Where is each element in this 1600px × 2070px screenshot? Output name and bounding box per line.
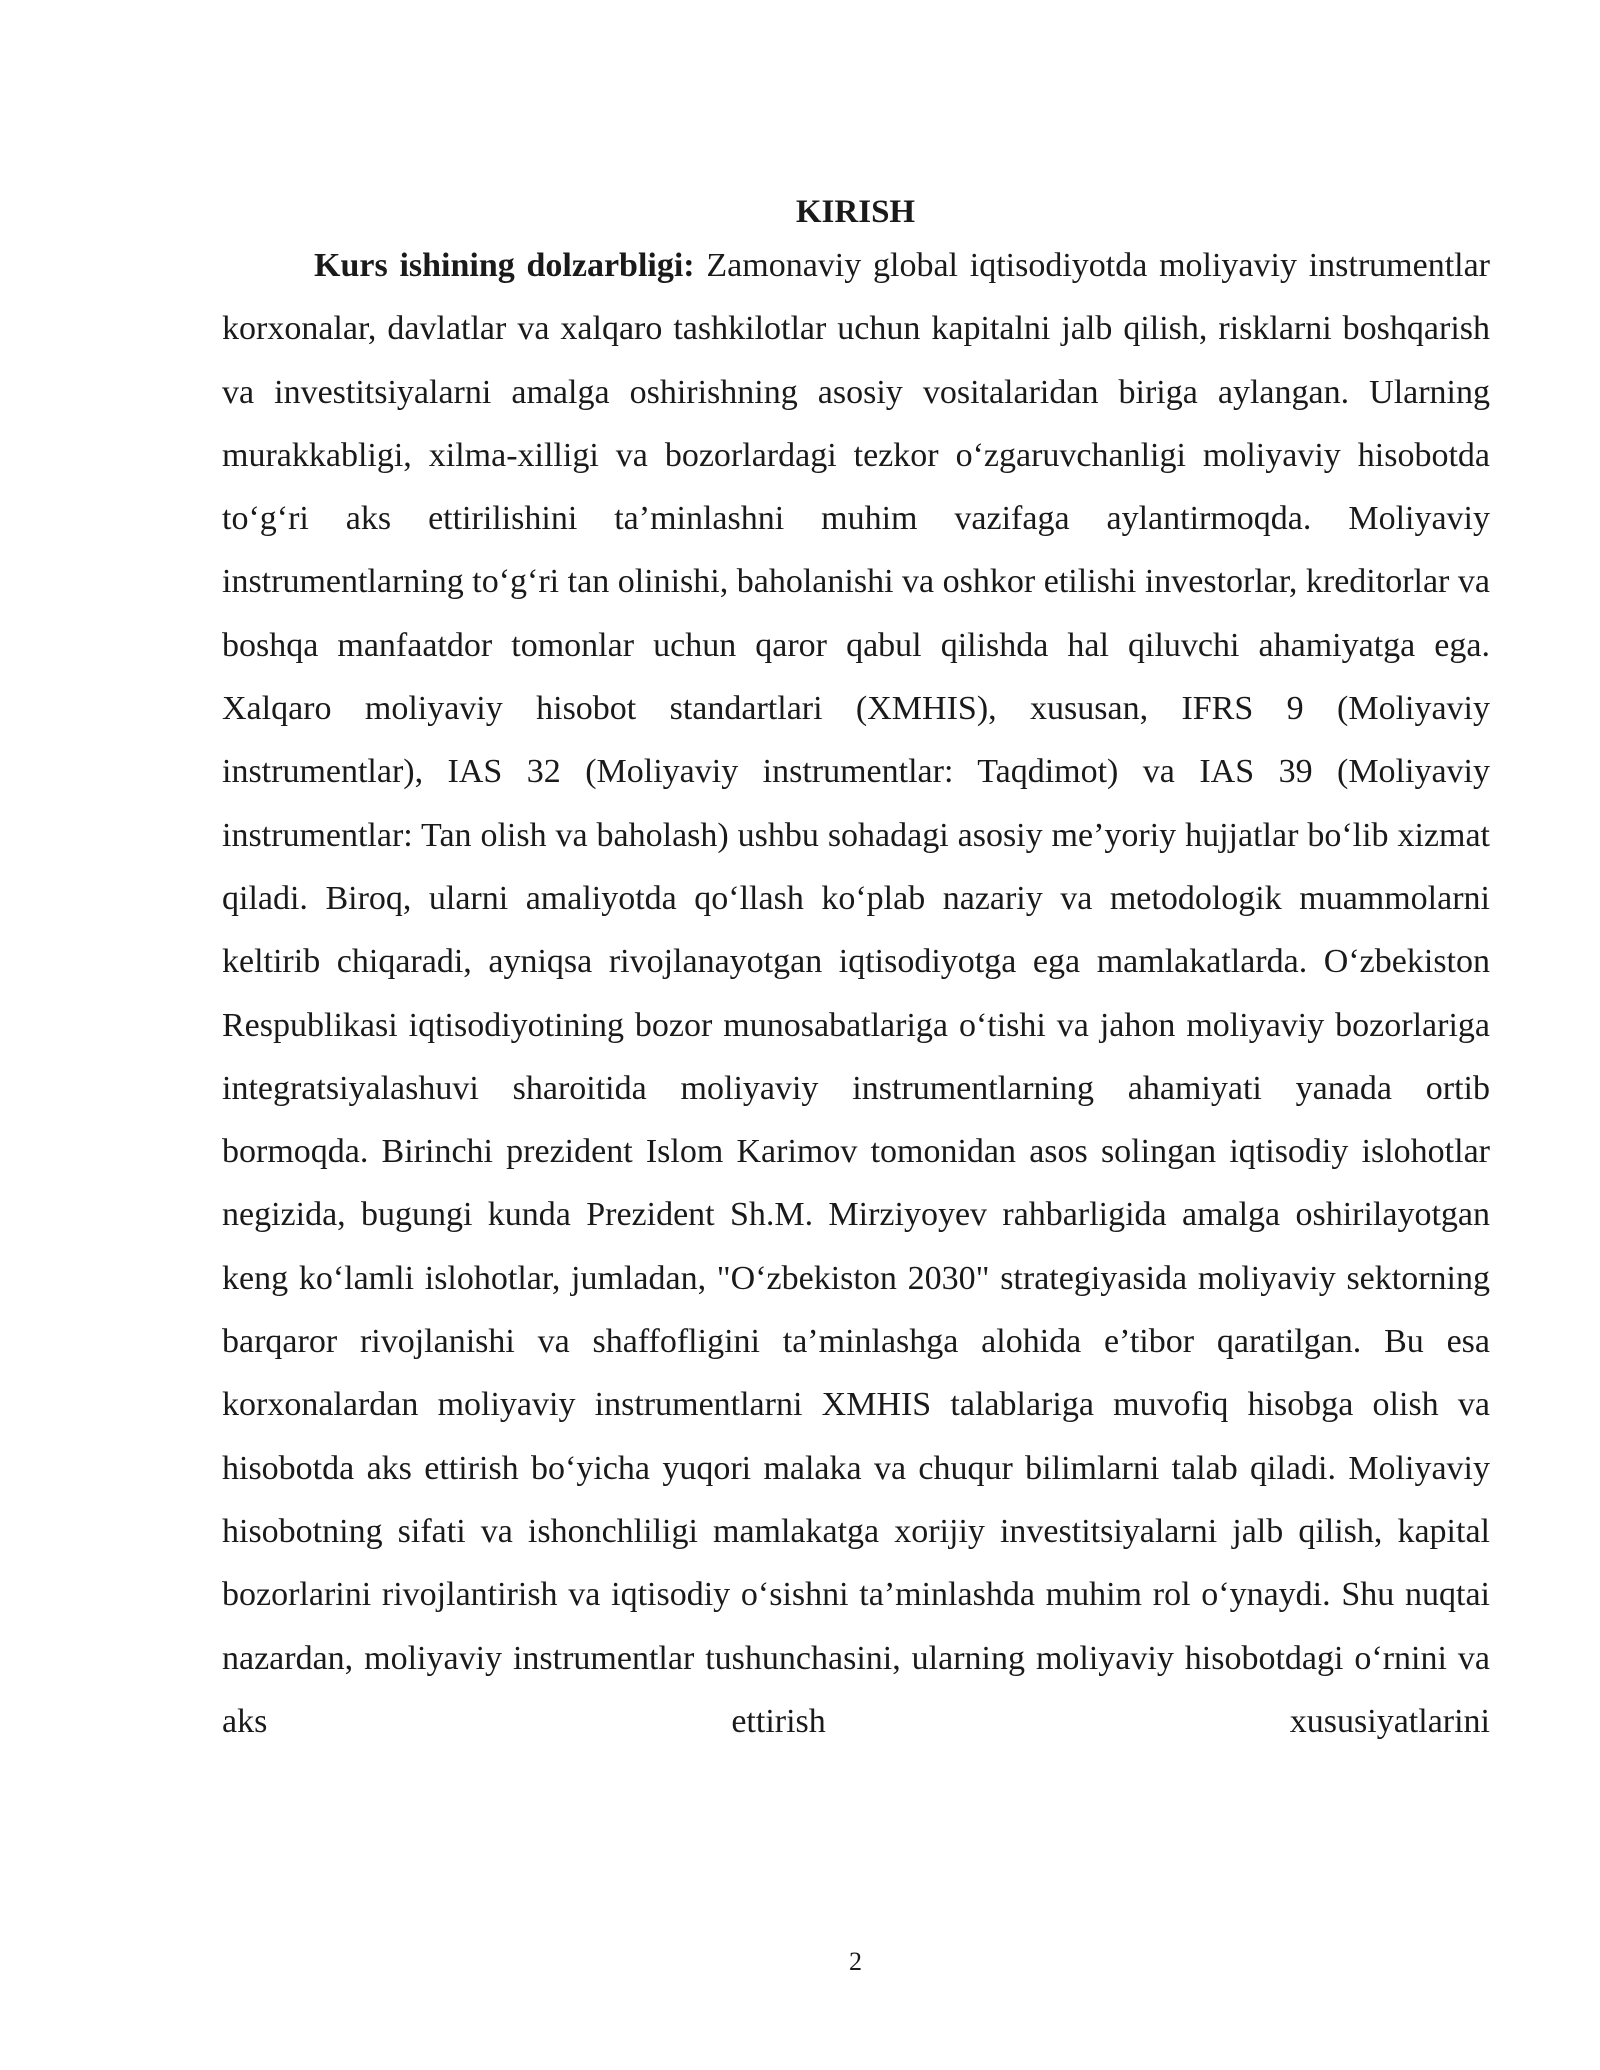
section-heading: KIRISH bbox=[795, 194, 916, 230]
page-number: 2 bbox=[849, 1947, 862, 1976]
paragraph-text: Zamonaviy global iqtisodiyotda moliyaviy instrumentlar korxonalar, davlatlar va xalqaro tashkilotlar uchun kapitalni jalb qilish, risklarni boshqarish va investitsiyalarni amalga oshirishning asosiy vositalaridan biriga aylangan. Ularning murakkabligi, xilma-xilligi va bozorlardagi tezkor o‘zgaruvchanligi moliyaviy hisobotda to‘g‘ri aks ettirilishini ta’minlashni muhim vazifaga aylantirmoqda. Moliyaviy instrumentlarning to‘g‘ri tan olinishi, baholanishi va oshkor etilishi investorlar, kreditorlar va boshqa manfaatdor tomonlar uchun qaror qabul qilishda hal qiluvchi ahamiyatga ega. Xalqaro moliyaviy hisobot standartlari (XMHIS), xususan, IFRS 9 (Moliyaviy instrumentlar), IAS 32 (Moliyaviy instrumentlar: Taqdimot) va IAS 39 (Moliyaviy instrumentlar: Tan olish va baholash) ushbu sohadagi asosiy me’yoriy hujjatlar bo‘lib xizmat qiladi. Biroq, ularni amaliyotda qo‘llash ko‘plab nazariy va metodologik muammolarni keltirib chiqaradi, ayniqsa rivojlanayotgan iqtisodiyotga ega mamlakatlarda. O‘zbekiston Respublikasi iqtisodiyotining bozor munosabatlariga o‘tishi va jahon moliyaviy bozorlariga integratsiyalashuvi sharoitida moliyaviy instrumentlarning ahamiyati yanada ortib bormoqda. Birinchi prezident Islom Karimov tomonidan asos solingan iqtisodiy islohotlar negizida, bugungi kunda Prezident Sh.M. Mirziyoyev rahbarligida amalga oshirilayotgan keng ko‘lamli islohotlar, jumladan, "O‘zbekiston 2030" strategiyasida moliyaviy sektorning barqaror rivojlanishi va shaffofligini ta’minlashga alohida e’tibor qaratilgan. Bu esa korxonalardan moliyaviy instrumentlarni XMHIS talablariga muvofiq hisobga olish va hisobotda aks ettirish bo‘yicha yuqori malaka va chuqur bilimlarni talab qiladi. Moliyaviy hisobotning sifati va ishonchliligi mamlakatga xorijiy investitsiyalarni jalb qilish, kapital bozorlarini rivojlantirish va iqtisodiy o‘sishni ta’minlashda muhim rol o‘ynaydi. Shu nuqtai nazardan, moliyaviy instrumentlar tushunchasini, ularning moliyaviy hisobotdagi o‘rnini va aks ettirish xususiyatlarini bbox=[222, 247, 1490, 1740]
paragraph-lead: Kurs ishining dolzarbligi: bbox=[314, 247, 695, 284]
body-paragraph bbox=[222, 234, 1490, 1753]
